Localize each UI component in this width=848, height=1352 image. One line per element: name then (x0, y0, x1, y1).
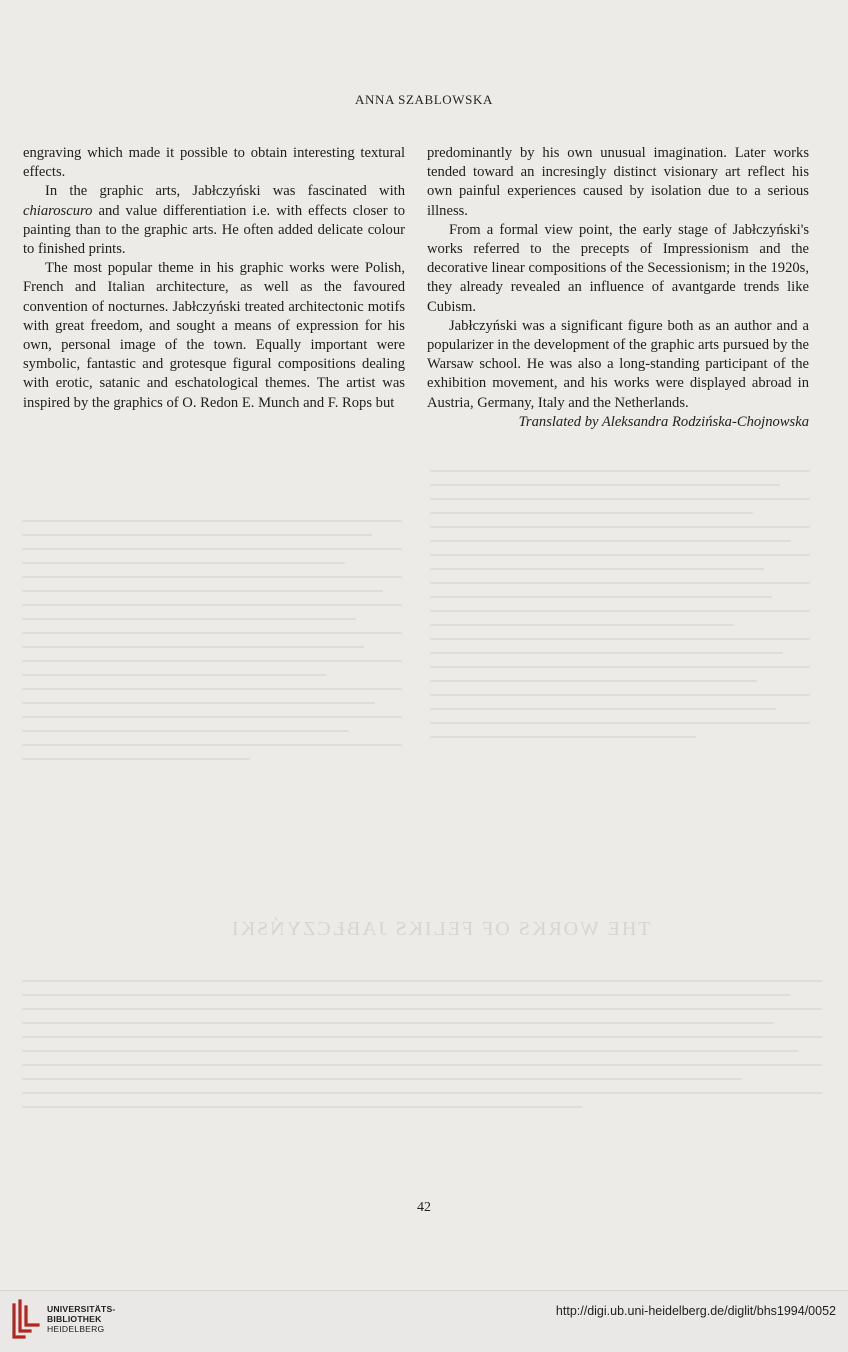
left-paragraph-2: In the graphic arts, Jabłczyński was fascinated with chiaroscuro and value differentiation i.e. with effects closer to painting than to the graphic arts. He often added delicate colour to finished prints. (23, 183, 405, 258)
translator-credit: Translated by Aleksandra Rodzińska-Chojnowska (518, 413, 809, 430)
library-name: UNIVERSITÄTS- BIBLIOTHEK HEIDELBERG (47, 1304, 116, 1334)
running-head: ANNA SZABLOWSKA (355, 92, 493, 107)
left-paragraph-3: The most popular theme in his graphic works were Polish, French and Italian architecture, as well as the favoured convention of nocturnes. Jabłczyński treated architectonic motifs with great freedom, and sought a means of expression for his own, personal image of the town. Equally important were symbolic, fantastic and grotesque figural compositions dealing with erotic, satanic and eschatological themes. The artist was inspired by the graphics of O. Redon E. Munch and F. Rops but (23, 260, 405, 411)
show-through-text-mid (22, 520, 402, 772)
page-number: 42 (417, 1200, 431, 1215)
show-through-heading: THE WORKS OF FELIKS JABŁCZYŃSKI (230, 918, 651, 940)
source-url-link[interactable]: http://digi.ub.uni-heidelberg.de/diglit/bhs1994/0052 (555, 1304, 836, 1318)
italic-term: chiaroscuro (23, 202, 93, 219)
right-column (427, 144, 809, 432)
left-paragraph-1: engraving which made it possible to obtain interesting textural effects. (23, 145, 405, 181)
show-through-text-top (430, 470, 810, 750)
right-paragraph-1: predominantly by his own unusual imagination. Later works tended toward an incresingly distinct visionary art reflect his own painful experiences caused by isolation due to a serious illness. (427, 145, 809, 219)
right-paragraph-3: Jabłczyński was a significant figure both as an author and a popularizer in the development of the graphic arts pursued by the Warsaw school. He was also a long-standing participant of the exhibition movement, and his works were displayed abroad in Austria, Germany, Italy and the Netherlands. (427, 317, 809, 411)
show-through-text-bottom (22, 980, 822, 1120)
right-paragraph-2: From a formal view point, the early stage of Jabłczyński's works referred to the precepts of Impressionism and the decorative linear compositions of the Secessionism; in the 1920s, they already revealed an influence of avantgarde trends like Cubism. (427, 221, 809, 315)
library-logo-icon (10, 1299, 42, 1343)
left-column (23, 144, 405, 413)
digitization-footer (0, 1290, 848, 1352)
